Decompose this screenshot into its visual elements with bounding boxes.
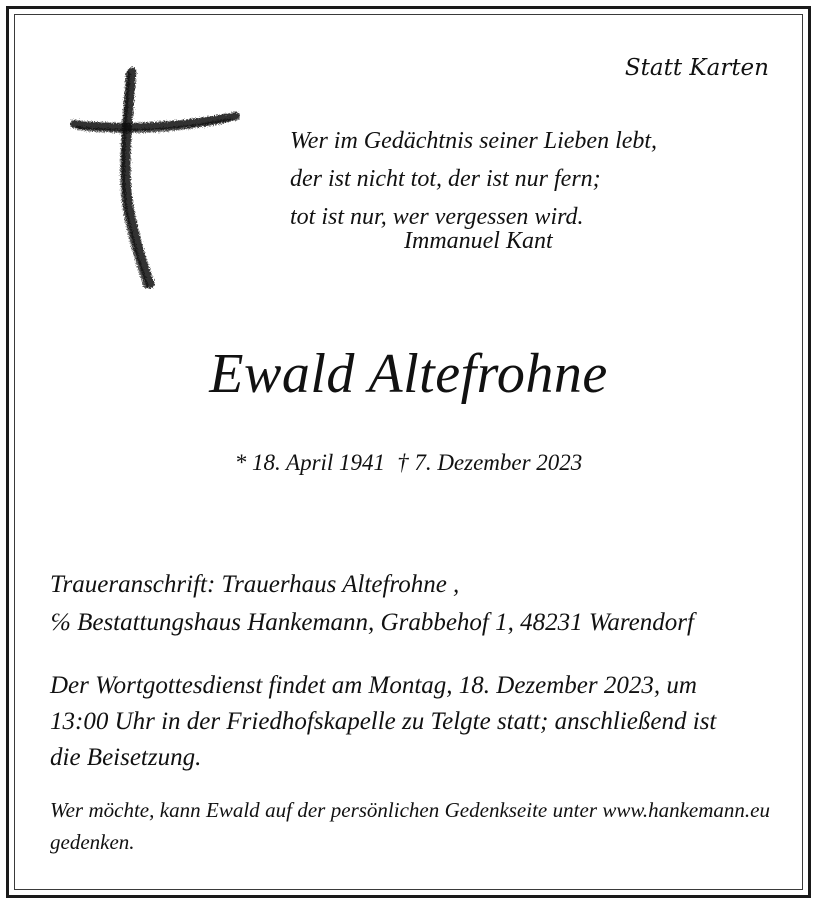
service-line: 13:00 Uhr in der Friedhofskapelle zu Telgte statt; anschließend ist: [50, 708, 717, 735]
quote: [290, 122, 657, 236]
address-line: Traueranschrift: Trauerhaus Altefrohne ,: [50, 571, 460, 598]
deceased-name: Ewald Altefrohne: [209, 343, 608, 405]
life-dates: [0, 450, 817, 476]
quote-line: tot ist nur, wer vergessen wird.: [290, 204, 584, 230]
quote-line: Wer im Gedächtnis seiner Lieben lebt,: [290, 128, 658, 154]
quote-line: der ist nicht tot, der ist nur fern;: [290, 166, 601, 192]
mourning-address: [50, 566, 694, 642]
service-line: die Beisetzung.: [50, 744, 202, 771]
service-info: [50, 668, 770, 776]
memorial-note: Wer möchte, kann Ewald auf der persönlichen Gedenkseite unter www.hankemann.eu gedenken.: [50, 798, 770, 854]
address-line: ℅ Bestattungshaus Hankemann, Grabbehof 1, 48231 Warendorf: [50, 609, 694, 636]
birth-date: * 18. April 1941: [234, 450, 386, 475]
quote-author: Immanuel Kant: [404, 228, 553, 254]
service-line: Der Wortgottesdienst findet am Montag, 18. Dezember 2023, um: [50, 672, 697, 699]
cross-icon: [70, 62, 240, 292]
statt-karten-label: Statt Karten: [624, 55, 769, 81]
death-date: † 7. Dezember 2023: [397, 450, 583, 475]
